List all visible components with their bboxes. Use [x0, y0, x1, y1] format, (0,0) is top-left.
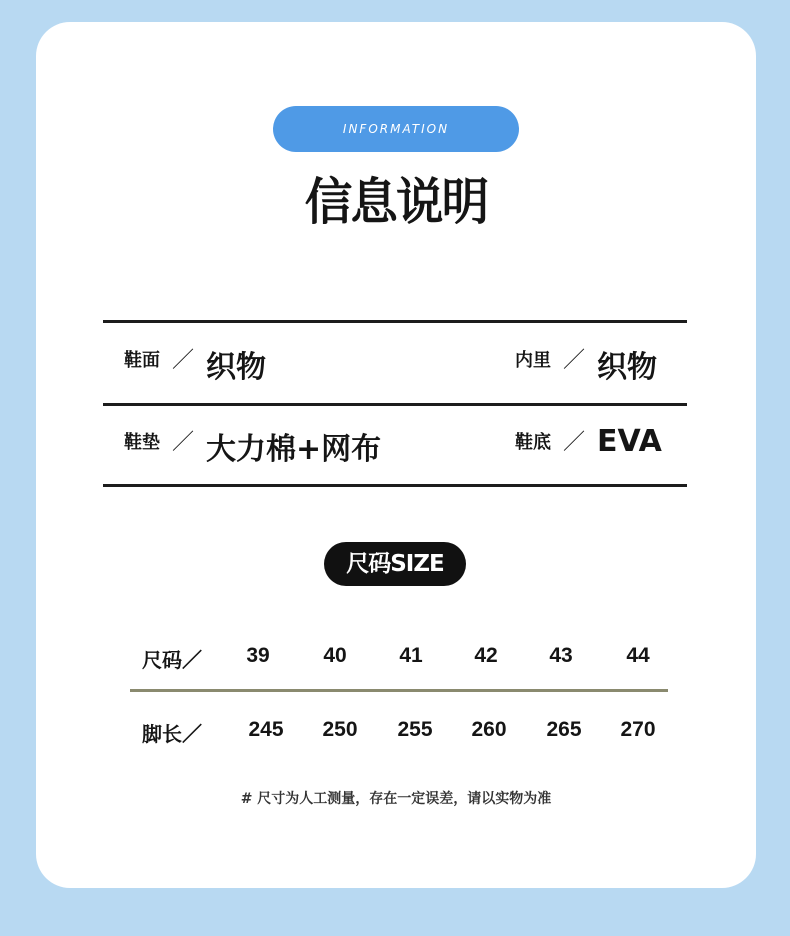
size-cell: 44 [626, 644, 650, 667]
lining-value: 织物 [597, 350, 657, 385]
foot-length-cell: 265 [546, 718, 582, 741]
size-badge: 尺码SIZE [324, 542, 466, 586]
top-divider [103, 320, 687, 323]
page-title: 信息说明 [304, 173, 488, 231]
insole-value: 大力棉+网布 [206, 432, 382, 467]
foot-length-cell: 260 [471, 718, 507, 741]
upper-label: 鞋面 [124, 350, 160, 371]
sole-value: EVA [597, 424, 662, 459]
foot-length-cell: 270 [620, 718, 656, 741]
foot-length-cell: 255 [397, 718, 433, 741]
upper-separator: ／ [172, 348, 195, 373]
info-card [36, 22, 756, 888]
insole-label: 鞋垫 [124, 432, 160, 453]
size-table-divider [130, 689, 668, 692]
measurement-note: # 尺寸为人工测量，存在一定误差，请以实物为准 [240, 791, 552, 807]
middle-divider [103, 403, 687, 406]
size-row-label: 尺码／ [142, 648, 202, 672]
size-cell: 43 [549, 644, 573, 667]
sole-separator: ／ [563, 430, 586, 455]
foot-length-cell: 245 [248, 718, 284, 741]
upper-value: 织物 [206, 350, 266, 385]
sole-label: 鞋底 [515, 432, 551, 453]
size-cell: 39 [246, 644, 270, 667]
foot-length-row-label: 脚长／ [142, 722, 202, 746]
lining-label: 内里 [515, 350, 551, 371]
size-cell: 41 [399, 644, 423, 667]
foot-length-cell: 250 [322, 718, 358, 741]
information-badge: INFORMATION [273, 106, 519, 152]
lining-separator: ／ [563, 348, 586, 373]
size-cell: 40 [323, 644, 347, 667]
bottom-divider [103, 484, 687, 487]
size-cell: 42 [474, 644, 498, 667]
insole-separator: ／ [172, 430, 195, 455]
